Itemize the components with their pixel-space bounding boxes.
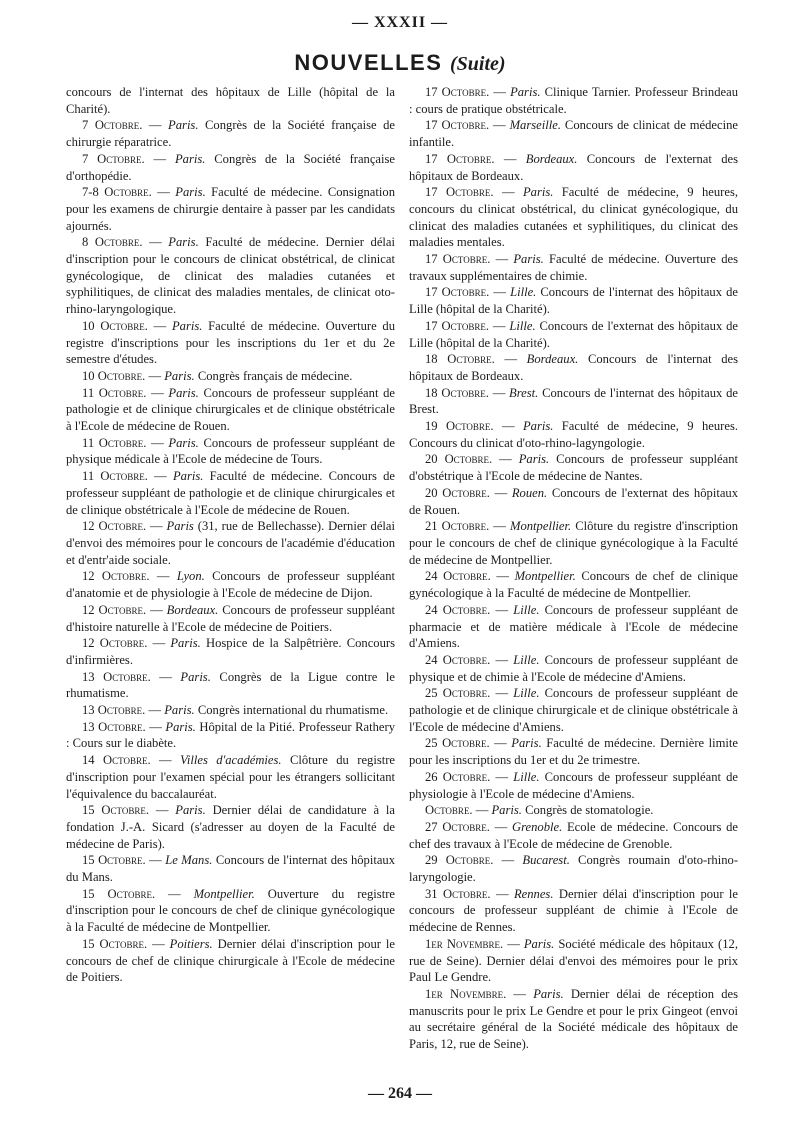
entry-text: Concours de professeur suppléant de pathologie et de clinique chirurgicale et de clinique obstétricale à l'Ecole de médecine d'Amiens. bbox=[409, 686, 739, 734]
entry-date: 21 Octobre. bbox=[425, 519, 490, 534]
entry-text: Faculté de médecine. Ouverture du registre d'inscriptions pour les inscriptions du 1er et du 2e semestre d'études. bbox=[66, 318, 396, 367]
entry-text: Congrès de la Société française de chirurgie réparatrice. bbox=[66, 118, 395, 150]
entry-date: 11 Octobre. bbox=[82, 435, 147, 450]
entry-city: Bordeaux. bbox=[526, 352, 579, 367]
entry-text: Hospice de la Salpêtrière. Concours d'infirmières. bbox=[66, 636, 395, 667]
entry-text: Concours de l'externat des hôpitaux de Lille (hôpital de la Charité). bbox=[409, 318, 738, 350]
news-entry: 15 Octobre. — Poitiers. Dernier délai d'inscription pour le concours de chef de clinique chirurgicale à l'Ecole de médecine de Poitiers. bbox=[66, 936, 396, 985]
news-entry: 12 Octobre. — Lyon. Concours de professeur suppléant d'anatomie et de physiologie à l'Ecole de médecine de Dijon. bbox=[66, 569, 396, 601]
entry-city: Le Mans. bbox=[165, 853, 213, 868]
entry-text: concours de l'internat des hôpitaux de Lille (hôpital de la Charité). bbox=[66, 85, 395, 116]
news-entry: 25 Octobre. — Paris. Faculté de médecine. Dernière limite pour les inscriptions du 1er et du 2e trimestre. bbox=[409, 736, 739, 768]
news-entry: 17 Octobre. — Paris. Faculté de médecine, 9 heures, concours du clinicat obstétrical, du clinicat gynécologique, du clinicat des maladies cutanées et syphilitiques, du clinicat des maladies mentales. bbox=[409, 185, 739, 250]
news-entry: 1er Novembre. — Paris. Dernier délai de réception des manuscrits pour le prix Le Gendre et pour le prix Gingeot (envoi au secrétaire général de la Société médicale des hôpitaux de Paris, 12, rue de Seine). bbox=[409, 986, 738, 1052]
entry-city: Paris. bbox=[533, 986, 564, 1001]
section-title-text: NOUVELLES bbox=[294, 50, 443, 75]
entry-date: 15 Octobre. bbox=[82, 936, 148, 951]
entry-city: Rouen. bbox=[511, 485, 548, 500]
entry-text: Concours de professeur suppléant de physiologie à l'Ecole de médecine d'Amiens. bbox=[409, 769, 739, 801]
entry-city: Marseille. bbox=[509, 118, 561, 133]
entry-text: Ouverture du registre d'inscription pour le concours de chef de clinique gynécologique à la Faculté de médecine de Montpellier. bbox=[66, 886, 395, 935]
entry-city: Paris. bbox=[164, 368, 195, 383]
entry-text: Faculté de médecine. Consignation pour les examens de chirurgie dentaire à passer par les candidats ajournés. bbox=[66, 185, 395, 233]
news-entry: Octobre. — Paris. Congrès de stomatologie. bbox=[425, 803, 654, 818]
entry-city: Lyon. bbox=[176, 569, 205, 584]
entry-date: 13 Octobre. bbox=[82, 669, 151, 684]
news-entry: 31 Octobre. — Rennes. Dernier délai d'inscription pour le concours de professeur suppléant de chimie à l'Ecole de médecine de Rennes. bbox=[409, 886, 739, 935]
entry-date: 17 Octobre. bbox=[425, 118, 490, 133]
entry-date: 19 Octobre. bbox=[425, 419, 494, 434]
entry-text: Clôture du registre d'inscription pour l'examen spécial pour les étrangers sollicitant l'équivalence du baccalauréat. bbox=[66, 753, 396, 801]
news-entry: 17 Octobre. — Bordeaux. Concours de l'externat des hôpitaux de Bordeaux. bbox=[409, 151, 738, 183]
entry-text: Concours de professeur suppléant de pathologie et de clinique chirurgicales et de clinique obstétricale à l'Ecole de médecine de Rouen. bbox=[66, 385, 396, 434]
entry-date: 17 Octobre. bbox=[425, 318, 490, 333]
news-entry: 12 Octobre. — Paris (31, rue de Bellechasse). Dernier délai d'envoi des mémoires pour le concours de l'académie d'éducation et d'entr'aide sociale. bbox=[66, 519, 395, 567]
entry-text: Concours de l'internat des hôpitaux de Bordeaux. bbox=[409, 352, 739, 383]
entry-city: Paris. bbox=[511, 736, 542, 751]
news-entry: 7-8 Octobre. — Paris. Faculté de médecine. Consignation pour les examens de chirurgie dentaire à passer par les candidats ajournés. bbox=[66, 185, 395, 233]
entry-date: 13 Octobre. bbox=[82, 719, 146, 734]
entry-city: Brest. bbox=[509, 385, 539, 400]
entry-text: Congrès de stomatologie. bbox=[525, 803, 654, 818]
entry-date: 17 Octobre. bbox=[425, 252, 491, 267]
entry-date: 8 Octobre. bbox=[82, 235, 143, 250]
entry-date: 11 Octobre. bbox=[82, 469, 148, 484]
news-entry: 25 Octobre. — Lille. Concours de professeur suppléant de pathologie et de clinique chirurgicale et de clinique obstétricale à l'Ecole de médecine d'Amiens. bbox=[409, 686, 739, 734]
entry-city: Paris. bbox=[175, 185, 206, 200]
entry-text: Concours de professeur suppléant d'anatomie et de physiologie à l'Ecole de médecine de Dijon. bbox=[66, 569, 396, 601]
entry-date: 7-8 Octobre. bbox=[82, 185, 152, 200]
news-entry: 27 Octobre. — Grenoble. Ecole de médecine. Concours de chef des travaux à l'Ecole de médecine de Grenoble. bbox=[409, 819, 739, 851]
section-title-suffix: (Suite) bbox=[450, 53, 506, 75]
entry-text: Congrès de la Ligue contre le rhumatisme. bbox=[66, 669, 396, 701]
entry-text: Clinique Tarnier. Professeur Brindeau : cours de pratique obstétricale. bbox=[409, 85, 738, 116]
entry-city: Lille. bbox=[513, 602, 540, 617]
entry-date: 12 Octobre. bbox=[82, 569, 150, 584]
entry-date: 26 Octobre. bbox=[425, 769, 491, 784]
entry-text: Concours de professeur suppléant de physique médicale à l'Ecole de médecine de Tours. bbox=[66, 435, 396, 467]
news-entry: 10 Octobre. — Paris. Congrès français de médecine. bbox=[82, 368, 353, 383]
news-entry: 7 Octobre. — Paris. Congrès de la Société française d'orthopédie. bbox=[66, 151, 396, 183]
entry-city: Montpellier. bbox=[193, 886, 255, 901]
news-entry: 21 Octobre. — Montpellier. Clôture du registre d'inscription pour le concours de chef de clinique gynécologique à la Faculté de médecine de Montpellier. bbox=[409, 519, 738, 567]
entry-text: Congrès français de médecine. bbox=[197, 368, 353, 383]
entry-city: Paris. bbox=[168, 385, 199, 400]
entry-date: 24 Octobre. bbox=[425, 602, 491, 617]
entry-date: 10 Octobre. bbox=[82, 368, 146, 383]
entry-text: Dernier délai d'inscription pour le concours de chef de clinique chirurgicale à l'Ecole de médecine de Poitiers. bbox=[66, 936, 396, 985]
entry-city: Bordeaux. bbox=[525, 151, 578, 166]
entry-date: 1er Novembre. bbox=[425, 986, 507, 1001]
entry-text: Concours de professeur suppléant de physique et de chimie à l'Ecole de médecine d'Amiens. bbox=[409, 652, 739, 684]
entry-text: Concours de l'internat des hôpitaux de Brest. bbox=[409, 385, 738, 417]
news-entry: 14 Octobre. — Villes d'académies. Clôture du registre d'inscription pour l'examen spécial pour les étrangers sollicitant l'équivalence du baccalauréat. bbox=[66, 753, 396, 801]
entry-text: (31, rue de Bellechasse). Dernier délai d'envoi des mémoires pour le concours de l'académie d'éducation et d'entr'aide sociale. bbox=[66, 519, 395, 567]
entry-city: Grenoble. bbox=[511, 819, 563, 834]
entry-date: 15 Octobre. bbox=[82, 803, 150, 818]
news-entry: 20 Octobre. — Rouen. Concours de l'externat des hôpitaux de Rouen. bbox=[409, 485, 739, 517]
news-entry: 18 Octobre. — Brest. Concours de l'internat des hôpitaux de Brest. bbox=[409, 385, 738, 417]
news-entry: 17 Octobre. — Paris. Clinique Tarnier. Professeur Brindeau : cours de pratique obstétricale. bbox=[409, 85, 738, 116]
entry-text: Ecole de médecine. Concours de chef des travaux à l'Ecole de médecine de Grenoble. bbox=[409, 819, 739, 851]
entry-date: Octobre. bbox=[425, 803, 473, 818]
entry-date: 11 Octobre. bbox=[82, 385, 147, 400]
entry-text: Dernier délai d'inscription pour le concours de professeur suppléant de chimie à l'Ecole de médecine de Rennes. bbox=[409, 886, 739, 935]
entry-text: Hôpital de la Pitié. Professeur Rathery : Cours sur le diabète. bbox=[66, 719, 396, 751]
entry-text: Concours de l'internat des hôpitaux de Lille (hôpital de la Charité). bbox=[409, 285, 738, 317]
entry-date: 18 Octobre. bbox=[425, 385, 489, 400]
entry-text: Concours de l'externat des hôpitaux de Rouen. bbox=[409, 485, 739, 517]
entry-city: Montpellier. bbox=[509, 519, 572, 534]
news-entry: 11 Octobre. — Paris. Faculté de médecine. Concours de professeur suppléant de pathologie et de clinique chirurgicales et de clinique obstétricale à l'Ecole de médecine de Rouen. bbox=[66, 469, 396, 517]
entry-text: Concours de professeur suppléant d'histoire naturelle à l'Ecole de médecine de Poitiers. bbox=[66, 602, 396, 634]
entry-date: 17 Octobre. bbox=[425, 185, 494, 200]
roman-page-number: — XXXII — bbox=[351, 14, 449, 31]
news-entry: 8 Octobre. — Paris. Faculté de médecine. Dernier délai d'inscription pour le concours de clinicat obstétrical, de clinicat gynécologique, de clinicat des maladies cutanées et syphilitiques, de clinicat des maladies mentales, de clinicat oto-rhino-laryngologique. bbox=[66, 235, 396, 317]
entry-date: 31 Octobre. bbox=[425, 886, 491, 901]
entry-date: 7 Octobre. bbox=[82, 118, 143, 133]
news-entry: 13 Octobre. — Paris. Congrès international du rhumatisme. bbox=[82, 703, 389, 718]
news-entry: 26 Octobre. — Lille. Concours de professeur suppléant de physiologie à l'Ecole de médecine d'Amiens. bbox=[409, 769, 739, 801]
entry-date: 13 Octobre. bbox=[82, 703, 146, 718]
entry-city: Paris. bbox=[170, 636, 201, 651]
entry-date: 24 Octobre. bbox=[425, 652, 491, 667]
entry-date: 15 Octobre. bbox=[82, 853, 146, 868]
entry-city: Montpellier. bbox=[514, 569, 576, 584]
entry-date: 12 Octobre. bbox=[82, 602, 147, 617]
entry-city: Lille. bbox=[513, 769, 540, 784]
entry-text: Dernier délai de candidature à la fondation J.-A. Sicard (s'adresser au doyen de la Faculté de médecine de Paris). bbox=[66, 803, 395, 851]
news-entry: 24 Octobre. — Montpellier. Concours de chef de clinique gynécologique à la Faculté de médecine de Montpellier. bbox=[409, 569, 739, 601]
news-entry: 18 Octobre. — Bordeaux. Concours de l'internat des hôpitaux de Bordeaux. bbox=[409, 352, 739, 383]
entry-date: 20 Octobre. bbox=[425, 485, 490, 500]
entry-text: Concours de clinicat de médecine infantile. bbox=[409, 118, 738, 150]
entry-date: 27 Octobre. bbox=[425, 819, 490, 834]
news-entry: 1er Novembre. — Paris. Société médicale des hôpitaux (12, rue de Seine). Dernier délai d'envoi des mémoires pour le prix Paul Le Gendre. bbox=[409, 936, 738, 985]
entry-city: Rennes. bbox=[513, 886, 554, 901]
entry-city: Paris. bbox=[168, 435, 199, 450]
entry-text: Faculté de médecine. Ouverture des travaux supplémentaires de chimie. bbox=[409, 252, 738, 283]
entry-date: 12 Octobre. bbox=[82, 519, 147, 534]
entry-date: 25 Octobre. bbox=[425, 736, 490, 751]
entry-city: Paris. bbox=[510, 85, 541, 99]
entry-city: Paris. bbox=[522, 185, 554, 200]
entry-city: Paris. bbox=[175, 803, 206, 818]
entry-city: Paris. bbox=[513, 252, 544, 267]
entry-city: Paris. bbox=[172, 469, 204, 484]
page-number: — 264 — bbox=[368, 1085, 432, 1102]
entry-date: 15 Octobre. bbox=[82, 886, 156, 901]
news-entry: 12 Octobre. — Paris. Hospice de la Salpêtrière. Concours d'infirmières. bbox=[66, 636, 395, 667]
entry-city: Paris. bbox=[165, 719, 196, 734]
entry-city: Paris. bbox=[171, 318, 203, 333]
entry-date: 25 Octobre. bbox=[425, 686, 491, 701]
news-entry: 17 Octobre. — Marseille. Concours de clinicat de médecine infantile. bbox=[409, 118, 738, 150]
news-entry: 11 Octobre. — Paris. Concours de professeur suppléant de physique médicale à l'Ecole de médecine de Tours. bbox=[66, 435, 396, 467]
entry-date: 17 Octobre. bbox=[425, 85, 490, 99]
entry-text: Société médicale des hôpitaux (12, rue de Seine). Dernier délai d'envoi des mémoires pour le prix Paul Le Gendre. bbox=[409, 936, 738, 985]
entry-city: Lille. bbox=[513, 652, 540, 667]
entry-city: Paris. bbox=[174, 151, 206, 166]
entry-text: Concours de professeur suppléant de pharmacie et de matière médicale à l'Ecole de médecine d'Amiens. bbox=[409, 602, 739, 651]
entry-text: Faculté de médecine. Dernière limite pour les inscriptions du 1er et du 2e trimestre. bbox=[409, 736, 739, 768]
news-entry: 19 Octobre. — Paris. Faculté de médecine, 9 heures. Concours du clinicat d'oto-rhino-lagyngologie. bbox=[409, 419, 739, 450]
entry-city: Paris. bbox=[518, 452, 550, 467]
section-title bbox=[0, 50, 800, 76]
entry-date: 18 Octobre. bbox=[425, 352, 495, 367]
entry-date: 14 Octobre. bbox=[82, 753, 151, 768]
entry-text: Clôture du registre d'inscription pour le concours de chef de clinique gynécologique à la Faculté de médecine de Montpellier. bbox=[409, 519, 738, 567]
news-entry: 13 Octobre. — Paris. Hôpital de la Pitié. Professeur Rathery : Cours sur le diabète. bbox=[66, 719, 396, 751]
entry-text: Dernier délai de réception des manuscrits pour le prix Le Gendre et pour le prix Gingeot (envoi au secrétaire général de la Société médicale des hôpitaux de Paris, 12, rue de Seine). bbox=[409, 986, 738, 1052]
entry-date: 20 Octobre. bbox=[425, 452, 493, 467]
news-entry: 17 Octobre. — Paris. Faculté de médecine. Ouverture des travaux supplémentaires de chimie. bbox=[409, 252, 738, 283]
entry-text: Concours de l'internat des hôpitaux du Mans. bbox=[66, 853, 396, 885]
news-entry: 10 Octobre. — Paris. Faculté de médecine. Ouverture du registre d'inscriptions pour les inscriptions du 1er et du 2e semestre d'études. bbox=[66, 318, 396, 367]
right-column bbox=[409, 84, 738, 1053]
entry-city: Paris. bbox=[168, 235, 199, 250]
entry-city: Poitiers. bbox=[169, 936, 213, 951]
left-column bbox=[66, 84, 395, 986]
entry-text: Faculté de médecine, 9 heures, concours du clinicat obstétrical, du clinicat gynécologique, du clinicat des maladies cutanées et syphilitiques, du clinicat des maladies mentales. bbox=[409, 185, 739, 250]
entry-city: Paris. bbox=[491, 803, 522, 818]
entry-text: Congrès roumain d'oto-rhino-laryngologie. bbox=[409, 853, 739, 885]
entry-city: Villes d'académies. bbox=[180, 753, 282, 768]
news-entry bbox=[66, 84, 395, 117]
news-entry: 15 Octobre. — Paris. Dernier délai de candidature à la fondation J.-A. Sicard (s'adresser au doyen de la Faculté de médecine de Paris). bbox=[66, 803, 395, 851]
entry-text: Faculté de médecine. Dernier délai d'inscription pour le concours de clinicat obstétrical, de clinicat gynécologique, de clinicat des maladies cutanées et syphilitiques, de clinicat des maladies mentales, de clinicat oto-rhino-laryngologique. bbox=[66, 235, 396, 317]
entry-date: 17 Octobre. bbox=[425, 151, 495, 166]
entry-date: 10 Octobre. bbox=[82, 318, 148, 333]
news-entry: 20 Octobre. — Paris. Concours de professeur suppléant d'obstétrique à l'Ecole de médecine de Nantes. bbox=[409, 452, 738, 484]
entry-text: Congrès de la Société française d'orthopédie. bbox=[66, 151, 396, 183]
entry-city: Paris. bbox=[180, 669, 211, 684]
entry-text: Concours de professeur suppléant d'obstétrique à l'Ecole de médecine de Nantes. bbox=[409, 452, 738, 484]
entry-text: Concours de chef de clinique gynécologique à la Faculté de médecine de Montpellier. bbox=[409, 569, 739, 601]
news-entry: 15 Octobre. — Montpellier. Ouverture du registre d'inscription pour le concours de chef de clinique gynécologique à la Faculté de médecine de Montpellier. bbox=[66, 886, 395, 935]
entry-city: Paris. bbox=[523, 936, 555, 951]
entry-date: 7 Octobre. bbox=[82, 151, 145, 166]
entry-date: 17 Octobre. bbox=[425, 285, 490, 300]
news-entry: 17 Octobre. — Lille. Concours de l'externat des hôpitaux de Lille (hôpital de la Charité). bbox=[409, 318, 738, 350]
news-entry: 12 Octobre. — Bordeaux. Concours de professeur suppléant d'histoire naturelle à l'Ecole de médecine de Poitiers. bbox=[66, 602, 396, 634]
entry-text: Faculté de médecine. Concours de professeur suppléant de pathologie et de clinique chirurgicales et de clinique obstétricale à l'Ecole de médecine de Rouen. bbox=[66, 469, 396, 517]
news-entry: 11 Octobre. — Paris. Concours de professeur suppléant de pathologie et de clinique chirurgicales et de clinique obstétricale à l'Ecole de médecine de Rouen. bbox=[66, 385, 396, 434]
news-entry: 24 Octobre. — Lille. Concours de professeur suppléant de pharmacie et de matière médicale à l'Ecole de médecine d'Amiens. bbox=[409, 602, 739, 651]
entry-date: 29 Octobre. bbox=[425, 853, 494, 868]
entry-text: Faculté de médecine, 9 heures. Concours du clinicat d'oto-rhino-lagyngologie. bbox=[409, 419, 739, 450]
entry-city: Paris bbox=[166, 519, 194, 534]
entry-city: Paris. bbox=[164, 703, 195, 718]
entry-city: Paris. bbox=[522, 419, 554, 434]
entry-city: Bordeaux. bbox=[166, 602, 219, 617]
entry-date: 12 Octobre. bbox=[82, 636, 148, 651]
news-entry: 13 Octobre. — Paris. Congrès de la Ligue contre le rhumatisme. bbox=[66, 669, 396, 701]
entry-city: Lille. bbox=[513, 686, 540, 701]
news-entry: 7 Octobre. — Paris. Congrès de la Société française de chirurgie réparatrice. bbox=[66, 118, 395, 150]
entry-date: 1er Novembre. bbox=[425, 936, 504, 951]
news-entry: 29 Octobre. — Bucarest. Congrès roumain d'oto-rhino-laryngologie. bbox=[409, 853, 739, 885]
entry-city: Paris. bbox=[168, 118, 199, 133]
news-entry: 17 Octobre. — Lille. Concours de l'internat des hôpitaux de Lille (hôpital de la Charité). bbox=[409, 285, 738, 317]
entry-city: Bucarest. bbox=[522, 853, 570, 868]
entry-date: 24 Octobre. bbox=[425, 569, 491, 584]
entry-city: Lille. bbox=[510, 285, 537, 300]
entry-text: Congrès international du rhumatisme. bbox=[197, 703, 389, 718]
news-entry: 15 Octobre. — Le Mans. Concours de l'internat des hôpitaux du Mans. bbox=[66, 853, 396, 885]
entry-text: Concours de l'externat des hôpitaux de Bordeaux. bbox=[409, 151, 738, 183]
news-entry: 24 Octobre. — Lille. Concours de professeur suppléant de physique et de chimie à l'Ecole de médecine d'Amiens. bbox=[409, 652, 739, 684]
entry-city: Lille. bbox=[509, 318, 536, 333]
